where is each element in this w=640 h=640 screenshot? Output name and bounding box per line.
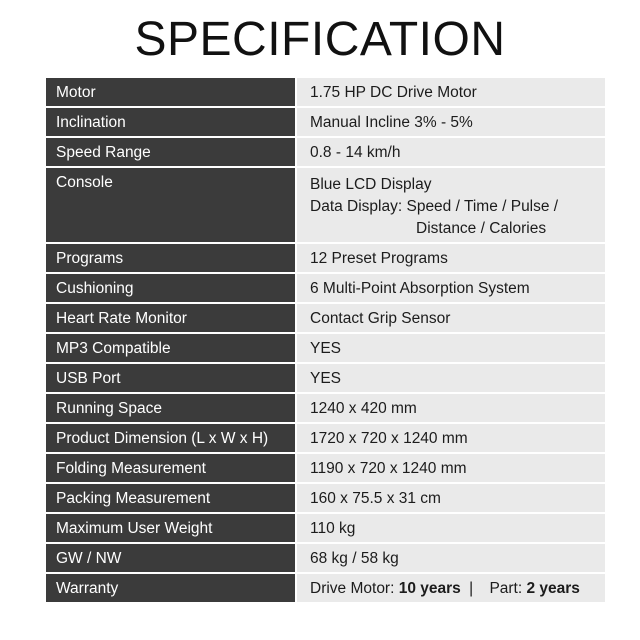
specification-table [46, 78, 605, 604]
spec-value: 0.8 - 14 km/h [297, 138, 605, 166]
spec-value: 160 x 75.5 x 31 cm [297, 484, 605, 512]
spec-label: Maximum User Weight [46, 514, 295, 542]
spec-label: Cushioning [46, 274, 295, 302]
spec-value: 1720 x 720 x 1240 mm [297, 424, 605, 452]
spec-value: 12 Preset Programs [297, 244, 605, 272]
spec-label: Inclination [46, 108, 295, 136]
spec-label: MP3 Compatible [46, 334, 295, 362]
spec-row-motor [46, 78, 605, 106]
spec-row-running-space [46, 394, 605, 422]
spec-row-gw-nw [46, 544, 605, 572]
warranty-part-label: Part: [489, 580, 523, 597]
spec-row-folding-measurement [46, 454, 605, 482]
spec-value [297, 168, 605, 242]
spec-row-heart-rate-monitor [46, 304, 605, 332]
spec-label: Heart Rate Monitor [46, 304, 295, 332]
spec-label: Console [46, 168, 295, 242]
spec-value: Manual Incline 3% - 5% [297, 108, 605, 136]
spec-row-packing-measurement [46, 484, 605, 512]
spec-row-programs [46, 244, 605, 272]
spec-label: Programs [46, 244, 295, 272]
spec-row-cushioning [46, 274, 605, 302]
warranty-motor-years: 10 years [398, 580, 461, 597]
page-title: SPECIFICATION [134, 13, 506, 66]
spec-row-warranty [46, 574, 605, 602]
spec-label: GW / NW [46, 544, 295, 572]
spec-label: Product Dimension (L x W x H) [46, 424, 295, 452]
console-line-1: Blue LCD Display [310, 176, 432, 193]
spec-label: Speed Range [46, 138, 295, 166]
spec-label: Motor [46, 78, 295, 106]
spec-value: 6 Multi-Point Absorption System [297, 274, 605, 302]
spec-value: 1190 x 720 x 1240 mm [297, 454, 605, 482]
spec-value: 110 kg [297, 514, 605, 542]
spec-value: Contact Grip Sensor [297, 304, 605, 332]
spec-value [297, 574, 605, 602]
spec-label: Warranty [46, 574, 295, 602]
spec-label: Running Space [46, 394, 295, 422]
spec-label: Folding Measurement [46, 454, 295, 482]
spec-value: YES [297, 334, 605, 362]
spec-row-inclination [46, 108, 605, 136]
console-line-3: Distance / Calories [416, 220, 547, 237]
spec-value: 1.75 HP DC Drive Motor [297, 78, 605, 106]
spec-value: 68 kg / 58 kg [297, 544, 605, 572]
warranty-motor-label: Drive Motor: [310, 580, 395, 597]
spec-value: YES [297, 364, 605, 392]
spec-row-mp3-compatible [46, 334, 605, 362]
warranty-part-years: 2 years [526, 580, 580, 597]
spec-row-maximum-user-weight [46, 514, 605, 542]
spec-value: 1240 x 420 mm [297, 394, 605, 422]
spec-row-product-dimension [46, 424, 605, 452]
console-line-2: Data Display: Speed / Time / Pulse / [310, 198, 559, 215]
spec-label: USB Port [46, 364, 295, 392]
spec-row-speed-range [46, 138, 605, 166]
spec-label: Packing Measurement [46, 484, 295, 512]
warranty-separator: | [469, 580, 474, 597]
spec-row-usb-port [46, 364, 605, 392]
spec-row-console [46, 168, 605, 242]
